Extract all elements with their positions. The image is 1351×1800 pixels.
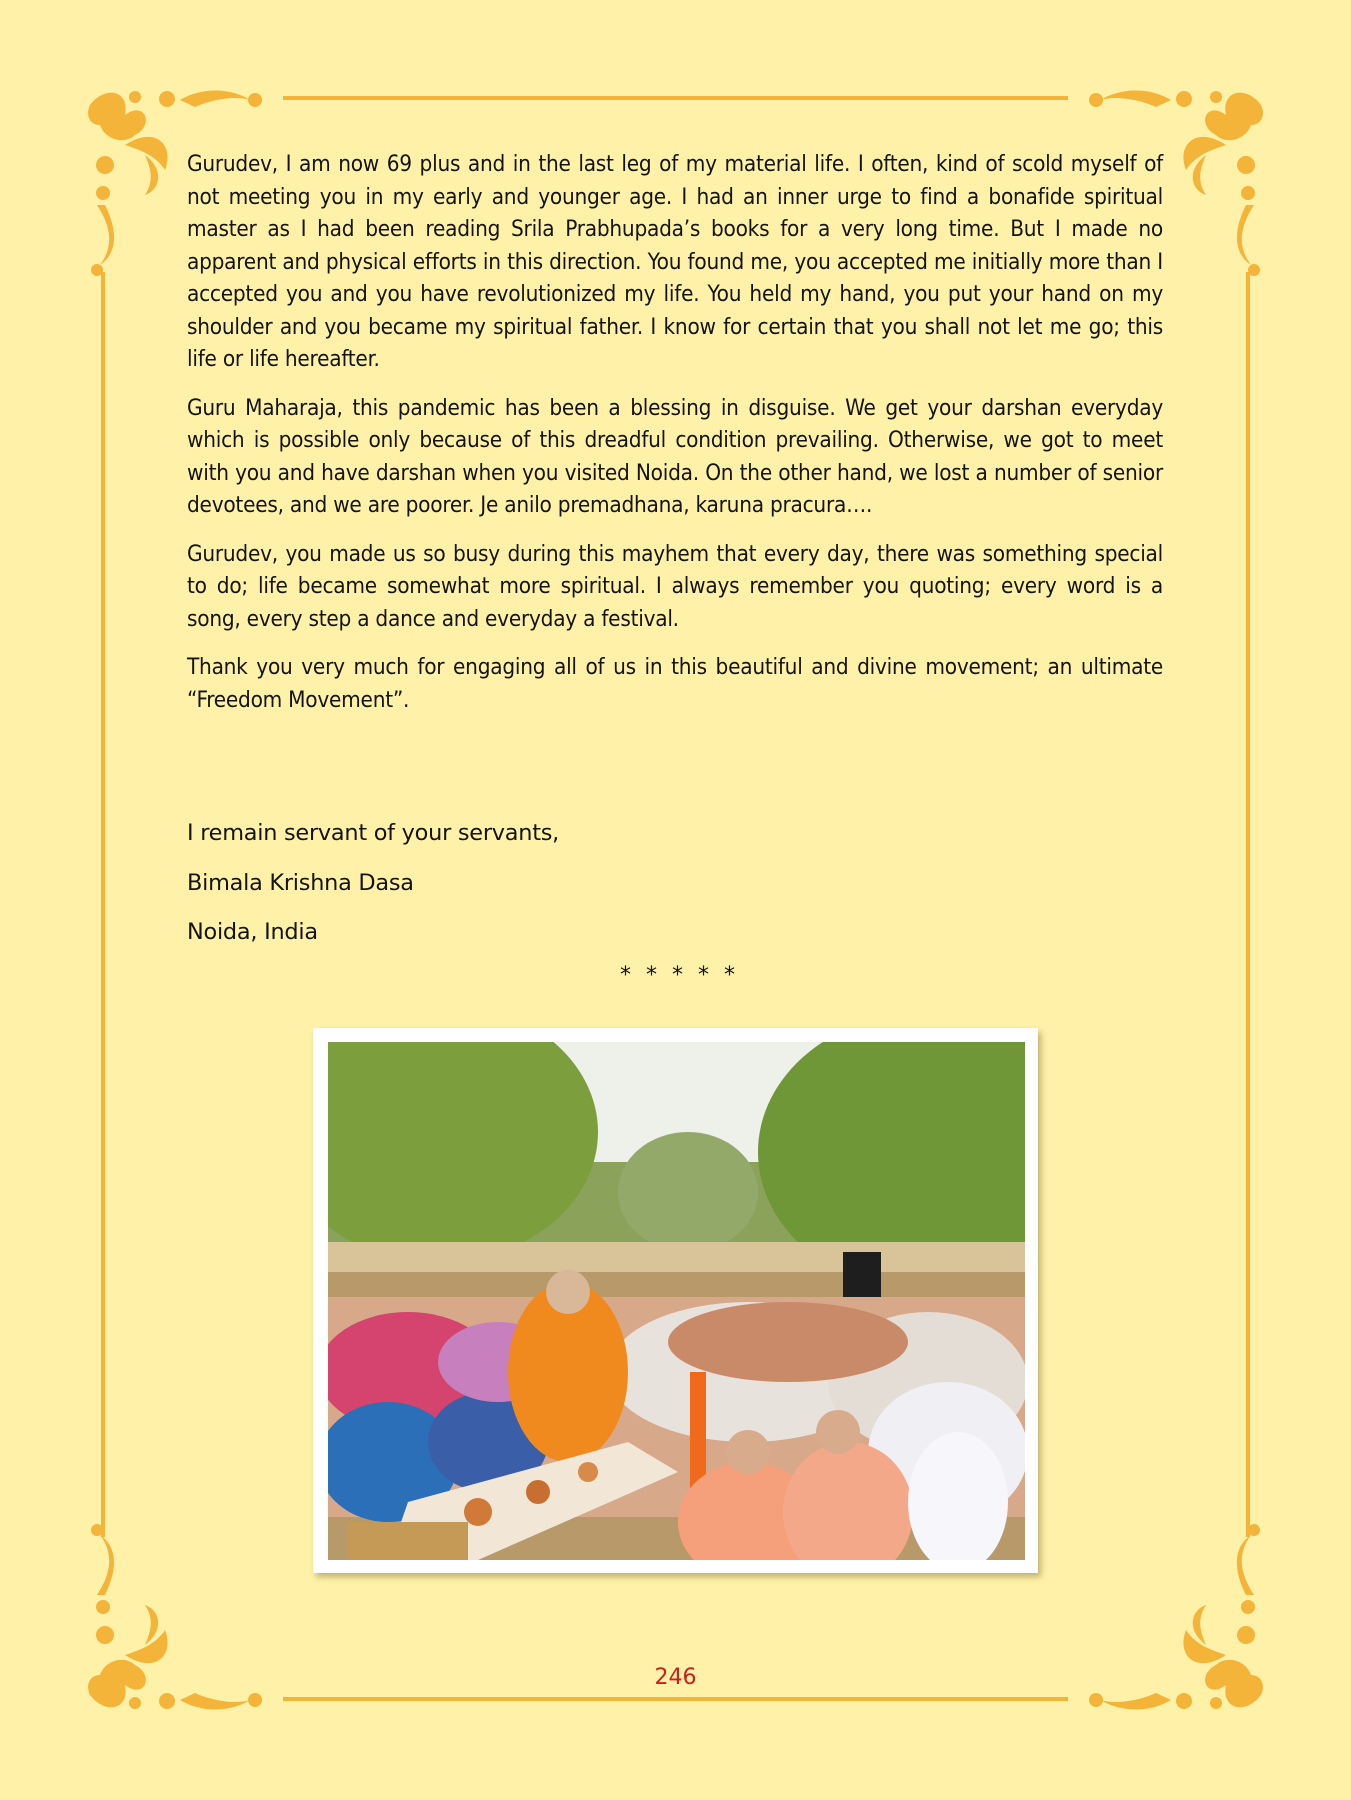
signature-name: Bimala Krishna Dasa	[187, 870, 414, 896]
border-top-line	[283, 96, 1068, 100]
paragraph: Gurudev, you made us so busy during this mayhem that every day, there was something special to do; life became somewhat more spiritual. I always remember you quoting; every word is a song, every step a dance and everyday a festival.	[187, 540, 1163, 632]
border-right-line	[1246, 272, 1250, 1537]
paragraph: Gurudev, I am now 69 plus and in the last leg of my material life. I often, kind of scold myself of not meeting you in my early and younger age. I had an inner urge to find a bonafide spiritual master as I had been reading Srila Prabhupada’s books for a very long time. But I made no apparent and physical efforts in this direction. You found me, you accepted me initially more than I accepted you and you have revolutionized my life. You held my hand, you put your hand on my shoulder and you became my spiritual father. I know for certain that you shall not let me go; this life or life hereafter.	[187, 151, 1163, 372]
section-separator: * * * * *	[620, 963, 739, 988]
closing-line: I remain servant of your servants,	[187, 820, 560, 846]
paragraph: Guru Maharaja, this pandemic has been a blessing in disguise. We get your darshan everyday which is possible only because of this dreadful condition prevailing. Otherwise, we got to meet with you and have darshan when you visited Noida. On the other hand, we lost a number of senior devotees, and we are poorer. Je anilo premadhana, karuna pracura….	[187, 394, 1163, 518]
gathering-photo	[328, 1042, 1025, 1560]
letter-body	[187, 148, 1163, 732]
border-bottom-line	[283, 1697, 1068, 1701]
paragraph: Thank you very much for engaging all of us in this beautiful and divine movement; an ultimate “Freedom Movement”.	[187, 654, 1163, 713]
border-left-line	[101, 272, 105, 1537]
photo-frame	[313, 1028, 1038, 1573]
page-number: 246	[654, 1665, 697, 1690]
photo-illustration	[328, 1042, 1025, 1560]
signature-place: Noida, India	[187, 919, 318, 945]
